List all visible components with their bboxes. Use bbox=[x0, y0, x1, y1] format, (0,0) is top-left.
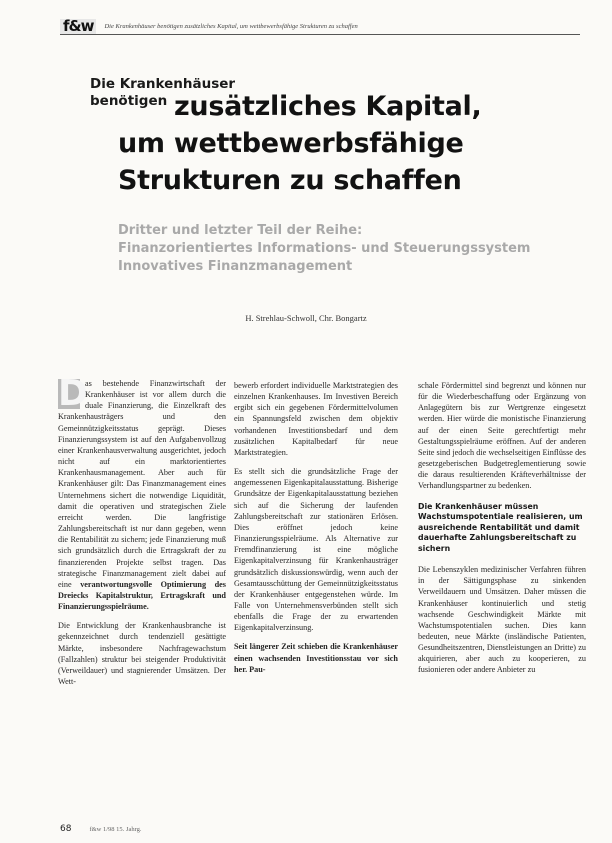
headline-line-1: zusätzliches Kapital, bbox=[174, 91, 482, 122]
paragraph: Seit längerer Zeit schieben die Krankenhäuser einen wachsenden Investitionsstau vor sich her. Pau- bbox=[234, 642, 398, 674]
header-divider bbox=[60, 34, 580, 35]
paragraph: Die Entwicklung der Krankenhausbranche ist gekennzeichnet durch tendenziell gesättigte Märkte, insbesondere Nachfragewachstum (Fallzahlen) struktur bei steigender Produktivität (Verweildauer) und stagnierender Umsätzen. Der Wett- bbox=[58, 621, 226, 687]
subtitle-line-1: Dritter und letzter Teil der Reihe: bbox=[118, 223, 363, 238]
drop-cap: D bbox=[58, 373, 88, 414]
section-heading: Die Krankenhäuser müssen Wachstumspotentiale realisieren, um ausreichende Rentabilität und damit dauerhafte Zahlungsbereitschaft zu sichern bbox=[418, 501, 583, 553]
paragraph: schale Fördermittel sind begrenzt und können nur für die Wiederbeschaffung oder Ergänzung von Anlagegütern bis zur Wertgrenze eingesetzt werden. Hier würde die monistische Finanzierung auf der einen Seite gerechtfertigt mehr Gestaltungsspielräume eröffnen. Auf der anderen Seite sind jedoch die wechselseitigen Einflüsse des gesetzgeberischen Budgetreglementierung sowie die daraus resultierenden Kräfteverhältnisse der Verhandlungspartner zu bedenken. bbox=[418, 381, 586, 491]
journal-issue: f&w 1/98 15. Jahrg. bbox=[89, 826, 142, 833]
headline-line-3: Strukturen zu schaffen bbox=[118, 165, 462, 196]
body-column-3 bbox=[418, 380, 586, 684]
headline bbox=[118, 88, 588, 199]
subtitle bbox=[118, 222, 588, 276]
paragraph: bewerb erfordert individuelle Marktstrategien des einzelnen Krankenhauses. Im Investiven Bereich ergibt sich ein gegebenen Fördermittelvolumen ein Spannungsfeld zwischen dem objektiv vorhandenen Investitionsbedarf und dem zusätzlichen Kapitalbedarf für neue Marktstrategien. bbox=[234, 381, 398, 457]
running-header bbox=[60, 18, 580, 34]
emphasis-text: verantwortungsvolle Optimierung des Dreiecks Kapitalstruktur, Ertragskraft und Finanzierungsspielräume. bbox=[58, 579, 226, 612]
paragraph: Es stellt sich die grundsätzliche Frage der angemessenen Eigenkapitalausstattung. Bisherige Grundsätze der Eigenkapitalausstattung beziehen sich auf die Sicherung der laufenden Zahlungsbereitschaft zur stationären Erlösen. Dies eröffnet jedoch keine Finanzierungsspielräume. Als Alternative zur Fremdfinanzierung ist eine mögliche Eigenkapitalverzinsung für Krankenhausträger grundsätzlich diskussionswürdig, wenn auch der Gesamtausschüttung der Gemeinnützigkeitsstatus der Krankenhäuser entgegenstehen würde. Im Falle von Unternehmensverbünden stellt sich ebenfalls die Frage der zu erwartenden Eigenkapitalverzinsung. bbox=[234, 467, 398, 633]
paragraph-text: as bestehende Finanzwirtschaft der Krankenhäuser ist vor allem durch die duale Finanzierung, die Einzelkraft des Krankenhausträgers und den Gemeinnützigkeitsstatus geprägt. Dieses Finanzierungssystem ist auf den Aufgabenvollzug einer Krankenhausverwaltung ausgerichtet, jedoch nicht auf ein marktorientiertes Krankenhausmanagement. Aber auch für Krankenhäuser gilt: Das Finanzmanagement eines Unternehmens sichert die notwendige Liquidität, damit die operativen und strategischen Ziele erreicht werden. Die langfristige Zahlungsbereitschaft ist nur dann gegeben, wenn die Rentabilität zu sichern; jede Finanzierung muß sich grundsätzlich durch die Ertragskraft der zu finanzierenden Projekte selbst tragen. Das strategische Finanzmanagement zielt dabei auf eine bbox=[58, 379, 226, 589]
headline-kicker: Die Krankenhäuser benötigen bbox=[90, 76, 236, 109]
subtitle-line-3: Innovatives Finanzmanagement bbox=[118, 259, 353, 274]
author-byline: H. Strehlau-Schwoll, Chr. Bongartz bbox=[245, 313, 367, 323]
body-column-1 bbox=[58, 373, 226, 695]
running-title: Die Krankenhäuser benötigen zusätzliches Kapital, um wettbewerbsfähige Strukturen zu schaffen bbox=[104, 22, 358, 30]
subtitle-line-2: Finanzorientiertes Informations- und Steuerungssystem bbox=[118, 241, 531, 256]
page-footer bbox=[60, 824, 560, 834]
paragraph: Die Lebenszyklen medizinischer Verfahren führen in der Sättigungsphase zu sinkenden Verweildauern und Umsätzen. Daher müssen die Krankenhäuser kontinuierlich und stetig wachsende Geschwindigkeit Märkte mit Wachstumspotentialen suchen. Dies kann bedeuten, neue Märkte (insländische Patienten, Gesundheitszentren, Dienstleistungen an Dritte) zu akquirieren, aber auch zu kooperieren, zu fusionieren oder andere Anbieter zu bbox=[418, 565, 586, 675]
headline-line-2: um wettbewerbsfähige bbox=[118, 128, 464, 159]
page-number: 68 bbox=[60, 824, 72, 834]
journal-logo: f&w bbox=[60, 19, 96, 34]
paragraph bbox=[58, 373, 226, 612]
body-column-2 bbox=[234, 380, 398, 683]
